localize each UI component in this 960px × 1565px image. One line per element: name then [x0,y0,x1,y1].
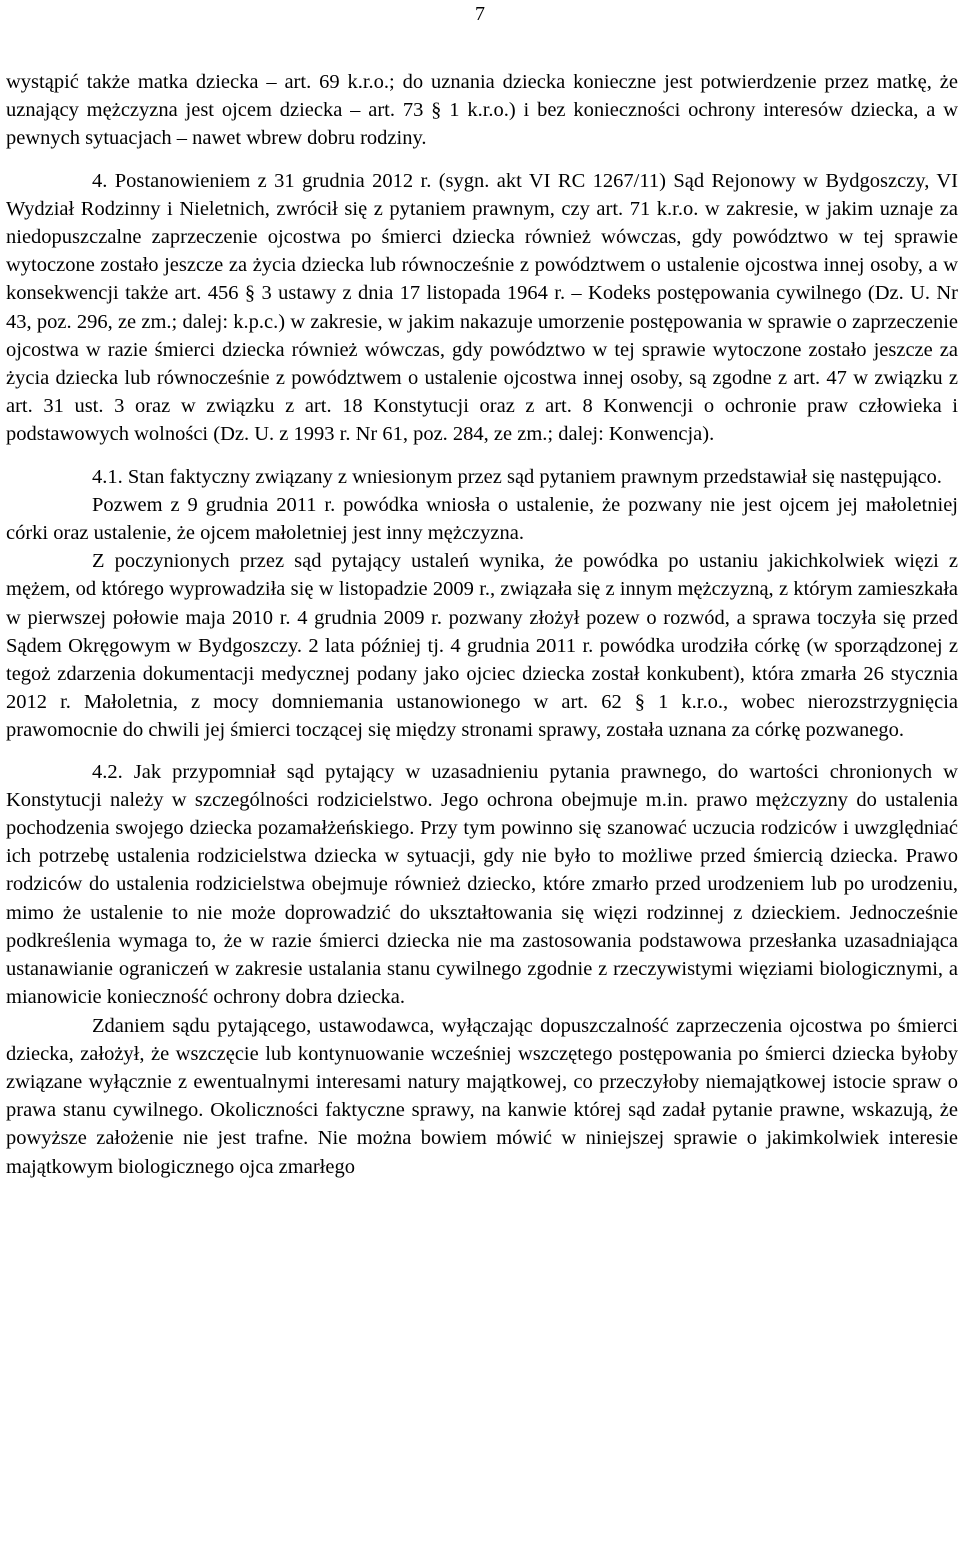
paragraph-zdaniem-sadu: Zdaniem sądu pytającego, ustawodawca, wyłączając dopuszczalność zaprzeczenia ojcostwa po śmierci dziecka, założył, że wszczęcie lub kontynuowanie wcześniej wszczętego postępowania po śmierci dziecka byłoby związane wyłącznie z ewentualnymi interesami natury majątkowej, co przeczyłoby niemajątkowej istocie spraw o prawa stanu cywilnego. Okoliczności faktyczne sprawy, na kanwie której sąd zadał pytanie prawne, wskazują, że powyższe założenie nie jest trafne. Nie można bowiem mówić w niniejszej sprawie o jakimkolwiek interesie majątkowym biologicznego ojca zmarłego [6,1014,958,1178]
page-number: 7 [475,3,485,25]
paragraph-ustalenia: Z poczynionych przez sąd pytający ustaleń wynika, że powódka po ustaniu jakichkolwiek więzi z mężem, od którego wyprowadziła się w listopadzie 2009 r., związała się z innym mężczyzną, z którym zamieszkała w pierwszej połowie maja 2010 r. 4 grudnia 2009 r. pozwany złożył pozew o rozwód, a sprawa toczyła się przed Sądem Okręgowym w Bydgoszczy. 2 lata później tj. 4 grudnia 2011 r. powódka urodziła córkę (w sporządzonej z tegoż zdarzenia dokumentacji medycznej podany jako ojciec dziecka został konkubent), która zmarła 26 stycznia 2012 r. Małoletnia, z mocy domniemania ustanowionego w art. 62 § 1 k.r.o., wobec nierozstrzygnięcia prawomocnie do chwili jej śmierci toczącej się między stronami sprawy, została uznana za córkę pozwanego. [6,550,958,742]
paragraph-section-4-2: 4.2. Jak przypomniał sąd pytający w uzasadnieniu pytania prawnego, do wartości chronionych w Konstytucji należy w szczególności rodzicielstwo. Jego ochrona obejmuje m.in. prawo mężczyzny do ustalenia pochodzenia swojego dziecka pozamałżeńskiego. Przy tym powinno się szanować uczucia rodziców i uwzględniać ich potrzebę ustalenia rodzicielstwa dziecka w sytuacji, gdy nie było to możliwe przed śmiercią dziecka. Prawo rodziców do ustalenia rodzicielstwa obejmuje również dziecko, które zmarło przed urodzeniem lub po urodzeniu, mimo że ustalenie to nie może doprowadzić do ukształtowania się więzi rodzinnej z dzieckiem. Jednocześnie podkreślenia wymaga to, że w razie śmierci dziecka nie ma zastosowania podstawowa przesłanka uzasadniająca ustanawianie ograniczeń w zakresie ustalania stanu cywilnego zgodnie z rzeczywistymi więziami biologicznymi, a mianowicie konieczność ochrony dobra dziecka. [6,760,958,1009]
document-body [6,68,958,1181]
paragraph-section-4: 4. Postanowieniem z 31 grudnia 2012 r. (sygn. akt VI RC 1267/11) Sąd Rejonowy w Bydgoszczy, VI Wydział Rodzinny i Nieletnich, zwrócił się z pytaniem prawnym, czy art. 71 k.r.o. w zakresie, w jakim uznaje za niedopuszczalne zaprzeczenie ojcostwa po śmierci dziecka również wówczas, gdy powództwo w tej sprawie wytoczone zostało jeszcze za życia dziecka lub równocześnie z powództwem o ustalenie ojcostwa innej osoby, a w konsekwencji także art. 456 § 3 ustawy z dnia 17 listopada 1964 r. – Kodeks postępowania cywilnego (Dz. U. Nr 43, poz. 296, ze zm.; dalej: k.p.c.) w zakresie, w jakim nakazuje umorzenie postępowania w sprawie o zaprzeczenie ojcostwa w razie śmierci dziecka również wówczas, gdy powództwo w tej sprawie wytoczone zostało jeszcze za życia dziecka lub równocześnie z powództwem o ustalenie ojcostwa innej osoby, są zgodne z art. 47 w związku z art. 31 ust. 3 oraz w związku z art. 18 Konstytucji oraz z art. 8 Konwencji o ochronie praw człowieka i podstawowych wolności (Dz. U. z 1993 r. Nr 61, poz. 284, ze zm.; dalej: Konwencja). [6,169,958,446]
paragraph-section-4-1: 4.1. Stan faktyczny związany z wniesionym przez sąd pytaniem prawnym przedstawiał się następująco. [92,465,942,488]
paragraph-pozew: Pozwem z 9 grudnia 2011 r. powódka wniosła o ustalenie, że pozwany nie jest ojcem jej małoletniej córki oraz ustalenie, że ojcem małoletniej jest inny mężczyzna. [6,493,958,545]
paragraph-continuation: wystąpić także matka dziecka – art. 69 k.r.o.; do uznania dziecka konieczne jest potwierdzenie przez matkę, że uznający mężczyzna jest ojcem dziecka – art. 73 § 1 k.r.o.) i bez konieczności ochrony interesów dziecka, a w pewnych sytuacjach – nawet wbrew dobru rodziny. [6,71,958,150]
